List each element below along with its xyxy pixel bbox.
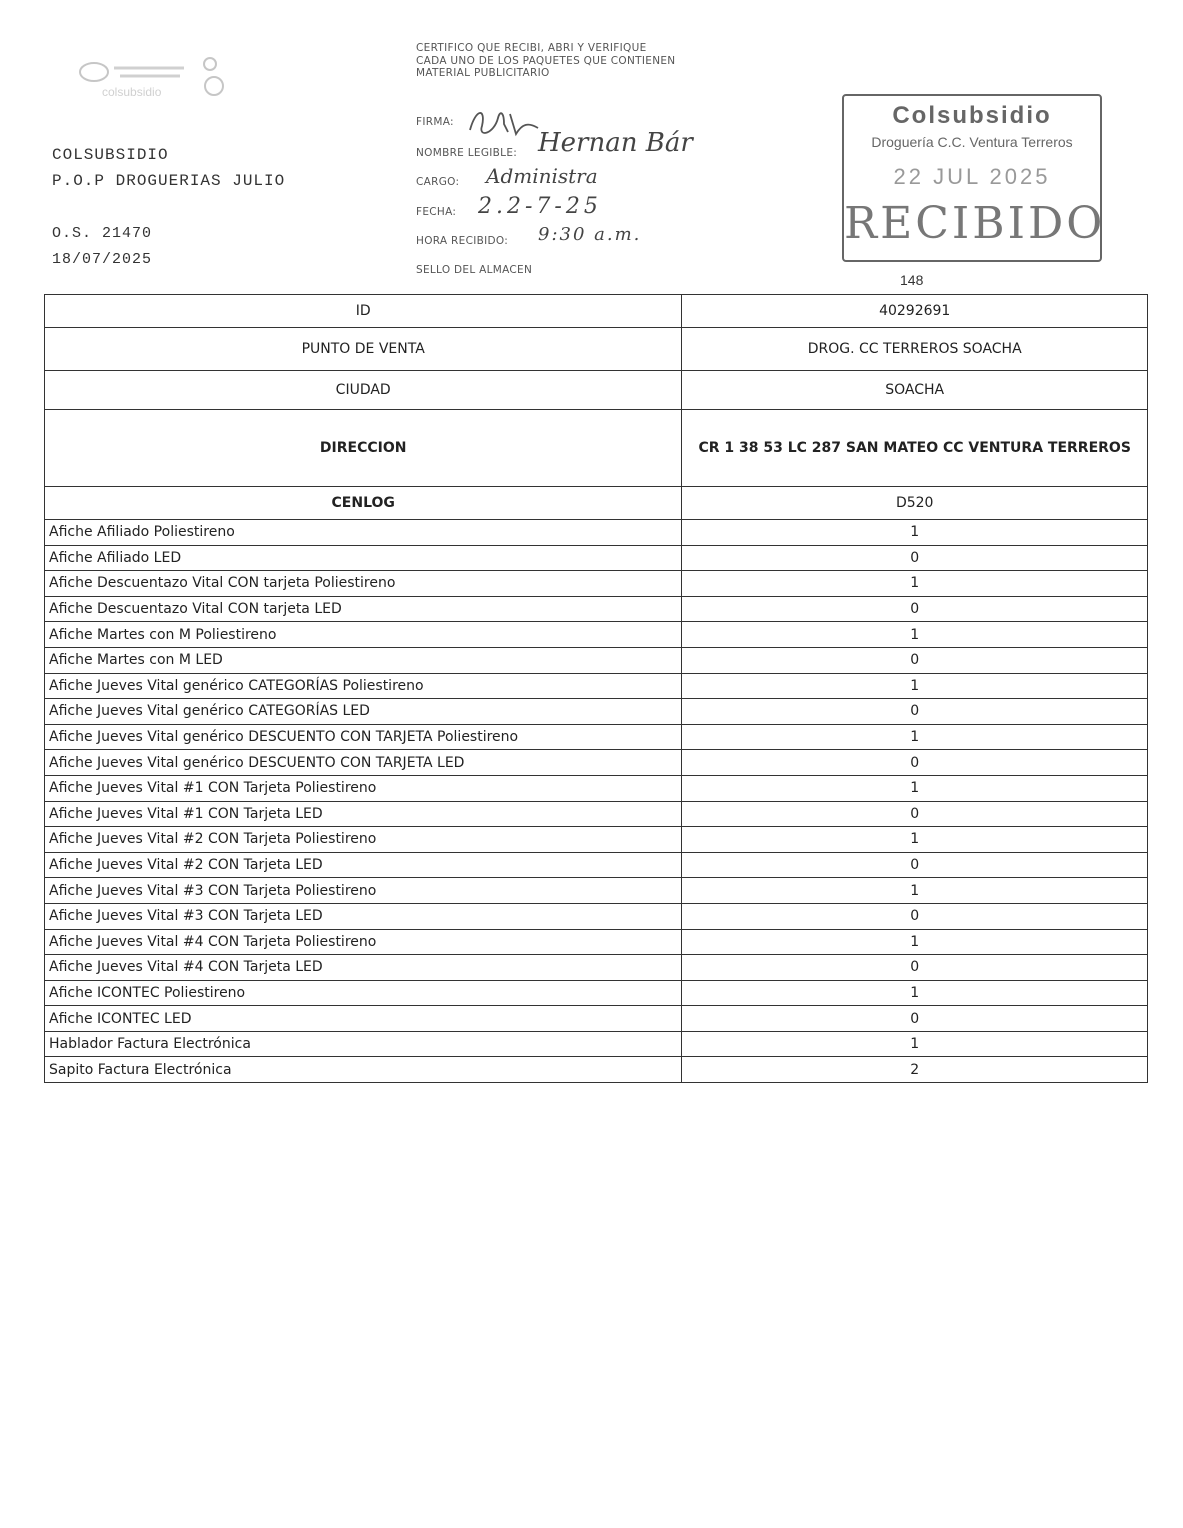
item-name: Afiche Afiliado LED	[45, 545, 682, 571]
order-number: O.S. 21470	[52, 225, 153, 242]
item-quantity: 0	[682, 596, 1148, 622]
table-row	[45, 647, 1148, 673]
hora-label: HORA RECIBIDO:	[416, 235, 509, 247]
item-name: Afiche ICONTEC Poliestireno	[45, 980, 682, 1006]
item-name: Afiche Jueves Vital #1 CON Tarjeta LED	[45, 801, 682, 827]
table-row	[45, 1031, 1148, 1057]
item-quantity: 0	[682, 955, 1148, 981]
row-punto-de-venta	[45, 328, 1148, 371]
direccion-label: DIRECCION	[45, 410, 682, 487]
item-name: Afiche Jueves Vital #2 CON Tarjeta Poliestireno	[45, 827, 682, 853]
cenlog-value: D520	[682, 487, 1148, 520]
company-name: COLSUBSIDIO	[52, 146, 169, 164]
handwritten-signature	[464, 104, 544, 140]
order-block	[52, 221, 152, 273]
id-label: ID	[45, 295, 682, 328]
table-row	[45, 929, 1148, 955]
item-name: Sapito Factura Electrónica	[45, 1057, 682, 1083]
item-quantity: 1	[682, 622, 1148, 648]
item-quantity: 1	[682, 878, 1148, 904]
item-quantity: 0	[682, 852, 1148, 878]
table-row	[45, 775, 1148, 801]
table-row	[45, 1006, 1148, 1032]
pop-delivery-table	[44, 294, 1148, 1083]
pdv-label: PUNTO DE VENTA	[45, 328, 682, 371]
row-id	[45, 295, 1148, 328]
item-name: Afiche Jueves Vital #4 CON Tarjeta LED	[45, 955, 682, 981]
item-name: Afiche Jueves Vital genérico CATEGORÍAS Poliestireno	[45, 673, 682, 699]
table-row	[45, 750, 1148, 776]
hora-value: 9:30 a.m.	[538, 224, 642, 245]
fecha-label: FECHA:	[416, 206, 457, 218]
item-name: Afiche Jueves Vital #4 CON Tarjeta Poliestireno	[45, 929, 682, 955]
item-quantity: 1	[682, 980, 1148, 1006]
item-name: Afiche Jueves Vital #1 CON Tarjeta Poliestireno	[45, 775, 682, 801]
item-quantity: 0	[682, 699, 1148, 725]
table-row	[45, 673, 1148, 699]
stamp-status: RECIBIDO	[844, 198, 1106, 249]
table-row	[45, 903, 1148, 929]
item-name: Hablador Factura Electrónica	[45, 1031, 682, 1057]
item-name: Afiche Jueves Vital #2 CON Tarjeta LED	[45, 852, 682, 878]
item-name: Afiche Jueves Vital #3 CON Tarjeta Poliestireno	[45, 878, 682, 904]
nombre-value: Hernan Bár	[538, 128, 693, 158]
table-row	[45, 520, 1148, 546]
item-quantity: 1	[682, 520, 1148, 546]
stamp-store: Droguería C.C. Ventura Terreros	[871, 134, 1073, 150]
nombre-label: NOMBRE LEGIBLE:	[416, 147, 518, 159]
item-name: Afiche Martes con M LED	[45, 647, 682, 673]
table-row	[45, 571, 1148, 597]
item-name: Afiche Jueves Vital genérico CATEGORÍAS LED	[45, 699, 682, 725]
order-date: 18/07/2025	[52, 251, 153, 268]
table-row	[45, 980, 1148, 1006]
cargo-value: Administra	[486, 164, 598, 188]
stamp-date: 22 JUL 2025	[893, 164, 1051, 189]
document-subtitle: P.O.P DROGUERIAS JULIO	[52, 172, 286, 190]
item-quantity: 0	[682, 750, 1148, 776]
item-name: Afiche Jueves Vital #3 CON Tarjeta LED	[45, 903, 682, 929]
table-row	[45, 724, 1148, 750]
item-name: Afiche Jueves Vital genérico DESCUENTO CON TARJETA Poliestireno	[45, 724, 682, 750]
item-quantity: 1	[682, 571, 1148, 597]
item-quantity: 1	[682, 1031, 1148, 1057]
item-name: Afiche ICONTEC LED	[45, 1006, 682, 1032]
table-row	[45, 596, 1148, 622]
item-name: Afiche Afiliado Poliestireno	[45, 520, 682, 546]
item-quantity: 1	[682, 775, 1148, 801]
item-name: Afiche Martes con M Poliestireno	[45, 622, 682, 648]
item-quantity: 0	[682, 801, 1148, 827]
firma-label: FIRMA:	[416, 116, 454, 128]
table-row	[45, 545, 1148, 571]
item-name: Afiche Descuentazo Vital CON tarjeta Poliestireno	[45, 571, 682, 597]
received-stamp	[842, 94, 1106, 262]
sello-label: SELLO DEL ALMACEN	[416, 264, 533, 276]
table-row	[45, 852, 1148, 878]
ciudad-label: CIUDAD	[45, 371, 682, 410]
row-ciudad	[45, 371, 1148, 410]
table-row	[45, 801, 1148, 827]
item-quantity: 0	[682, 647, 1148, 673]
fecha-value: 2.2-7-25	[478, 194, 602, 219]
table-row	[45, 699, 1148, 725]
row-direccion	[45, 410, 1148, 487]
item-quantity: 1	[682, 724, 1148, 750]
row-cenlog	[45, 487, 1148, 520]
page-number: 148	[900, 272, 924, 288]
cargo-label: CARGO:	[416, 176, 460, 188]
item-quantity: 2	[682, 1057, 1148, 1083]
item-quantity: 0	[682, 545, 1148, 571]
item-quantity: 1	[682, 929, 1148, 955]
item-quantity: 0	[682, 1006, 1148, 1032]
item-quantity: 1	[682, 827, 1148, 853]
colsubsidio-logo	[74, 50, 234, 102]
stamp-brand: Colsubsidio	[892, 102, 1052, 129]
item-quantity: 0	[682, 903, 1148, 929]
ciudad-value: SOACHA	[682, 371, 1148, 410]
direccion-value: CR 1 38 53 LC 287 SAN MATEO CC VENTURA TERREROS	[682, 410, 1148, 487]
certification-text: CERTIFICO QUE RECIBI, ABRI Y VERIFIQUE CADA UNO DE LOS PAQUETES QUE CONTIENEN MATERIAL PUBLICITARIO	[416, 42, 676, 79]
table-row	[45, 955, 1148, 981]
table-row	[45, 622, 1148, 648]
item-name: Afiche Jueves Vital genérico DESCUENTO CON TARJETA LED	[45, 750, 682, 776]
id-value: 40292691	[682, 295, 1148, 328]
table-row	[45, 1057, 1148, 1083]
company-block	[52, 142, 285, 194]
table-row	[45, 878, 1148, 904]
pdv-value: DROG. CC TERREROS SOACHA	[682, 328, 1148, 371]
item-name: Afiche Descuentazo Vital CON tarjeta LED	[45, 596, 682, 622]
svg-text:colsubsidio: colsubsidio	[102, 85, 162, 99]
cenlog-label: CENLOG	[45, 487, 682, 520]
item-quantity: 1	[682, 673, 1148, 699]
table-row	[45, 827, 1148, 853]
